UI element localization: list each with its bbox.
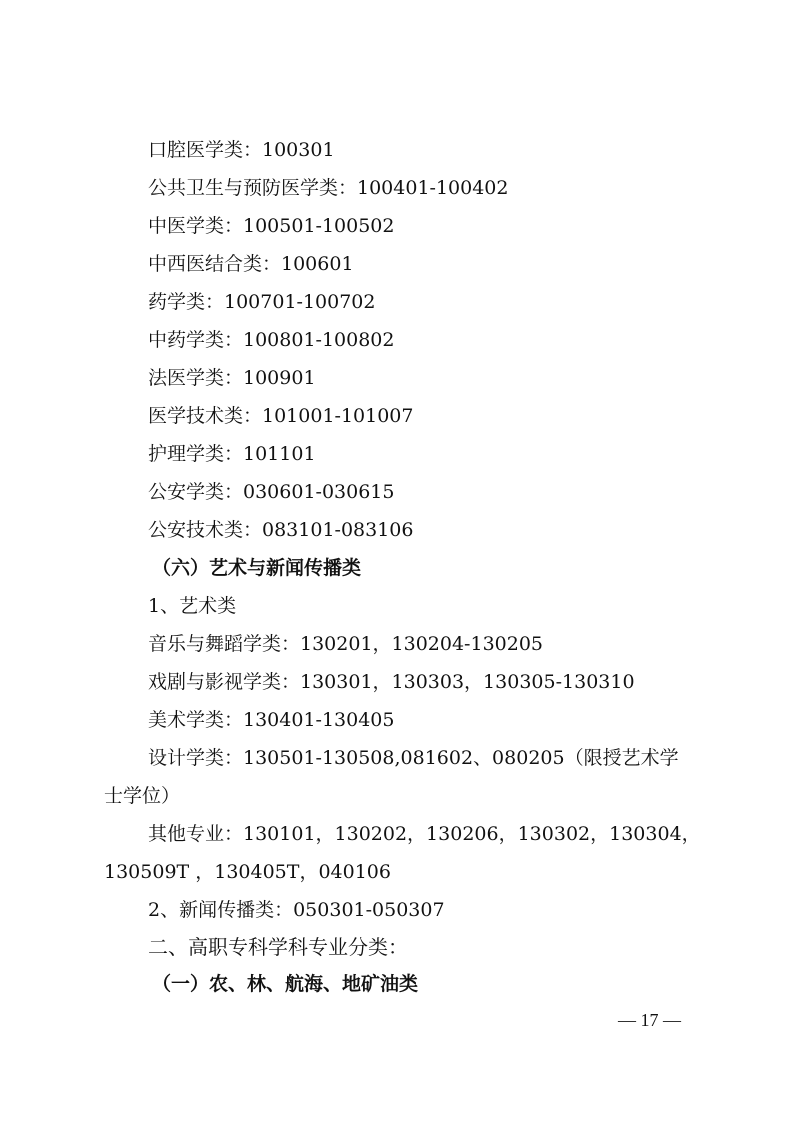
text-line: 设计学类：130501-130508,081602、080205（限授艺术学 [148,747,679,769]
text-line-continuation: 130509T ，130405T，040106 [104,861,391,883]
text-line: 口腔医学类：100301 [148,139,335,161]
text-line: 中医学类：100501-100502 [148,215,395,237]
subsection-heading: 2、新闻传播类：050301-050307 [148,899,445,921]
text-line: 公共卫生与预防医学类：100401-100402 [148,177,509,199]
section-heading: （一）农、林、航海、地矿油类 [152,973,419,995]
text-line: 中西医结合类：100601 [148,253,354,275]
text-line-continuation: 士学位） [104,785,181,807]
part-heading: 二、高职专科学科专业分类： [148,935,408,959]
text-line: 中药学类：100801-100802 [148,329,395,351]
section-heading: （六）艺术与新闻传播类 [152,557,362,579]
subsection-heading: 1、艺术类 [148,595,237,617]
text-line: 美术学类：130401-130405 [148,709,395,731]
text-line: 药学类：100701-100702 [148,291,376,313]
text-line: 法医学类：100901 [148,367,316,389]
page-number: — 17 — [618,1010,681,1030]
text-line: 医学技术类：101001-101007 [148,405,414,427]
text-line: 其他专业：130101，130202，130206，130302，130304， [148,823,701,845]
text-line: 戏剧与影视学类：130301，130303，130305-130310 [148,671,635,693]
text-line: 公安学类：030601-030615 [148,481,395,503]
text-line: 公安技术类：083101-083106 [148,519,414,541]
text-line: 护理学类：101101 [148,443,316,465]
text-line: 音乐与舞蹈学类：130201，130204-130205 [148,633,544,655]
